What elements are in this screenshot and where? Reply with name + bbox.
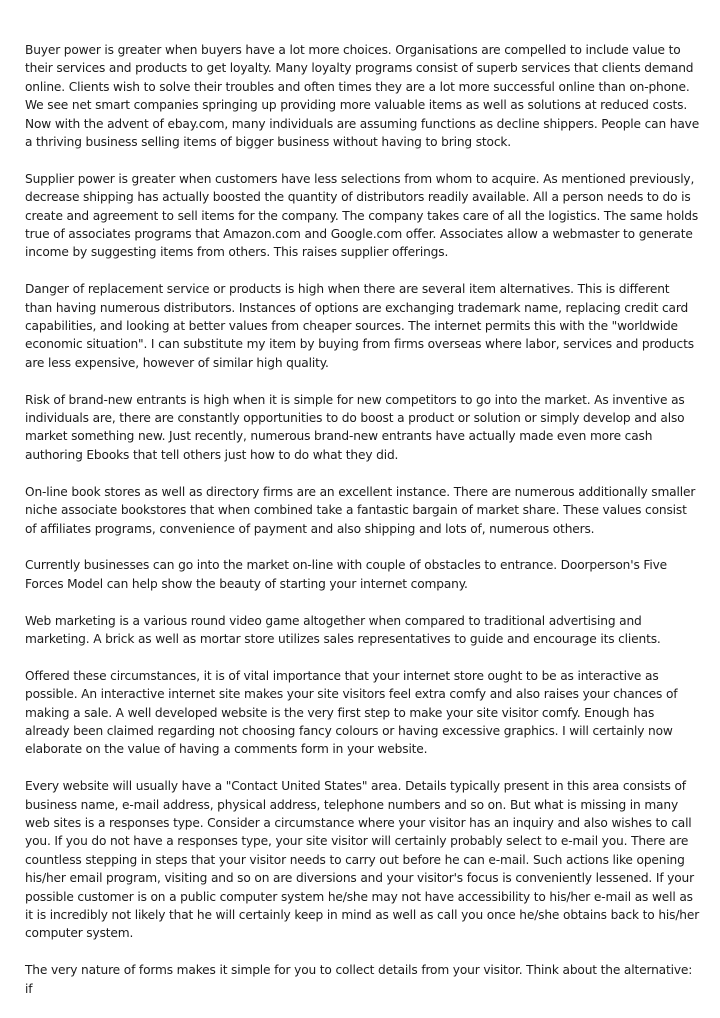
paragraph-forms: The very nature of forms makes it simple for you to collect details from your visitor. Think about the alternative: if: [25, 963, 693, 996]
paragraph-five-forces: Currently businesses can go into the market on-line with couple of obstacles to entrance. Doorperson's Five Forces Model can help show the beauty of starting your internet company.: [25, 558, 668, 591]
paragraph-supplier-power: Supplier power is greater when customers have less selections from whom to acquire. As mentioned previously, decrease shipping has actually boosted the quantity of distributors readily available. All a person needs to do is create and agreement to sell items for the company. The company takes care of all the logistics. The same holds true of associates programs that Amazon.com and Google.com offer. Associates allow a webmaster to generate income by suggesting items from others. This raises supplier offerings.: [25, 171, 699, 260]
document-body: [25, 41, 700, 1016]
paragraph-new-entrants: Risk of brand-new entrants is high when it is simple for new competitors to go into the market. As inventive as individuals are, there are constantly opportunities to do boost a product or solution or simply develop and also market something new. Just recently, numerous brand-new entrants have actually made even more cash authoring Ebooks that tell others just how to do what they did.: [25, 392, 685, 462]
paragraph-buyer-power: Buyer power is greater when buyers have a lot more choices. Organisations are compelled to include value to their services and products to get loyalty. Many loyalty programs consist of superb services that clients demand online. Clients wish to solve their troubles and often times they are a lot more successful online than on-phone. We see net smart companies springing up providing more valuable items as well as solutions at reduced costs. Now with the advent of ebay.com, many individuals are assuming functions as decline shippers. People can have a thriving business selling items of bigger business without having to bring stock.: [25, 43, 700, 150]
paragraph-interactive-store: Offered these circumstances, it is of vital importance that your internet store ought to be as interactive as possible. An interactive internet site makes your site visitors feel extra comfy and also raises your chances of making a sale. A well developed website is the very first step to make your site visitor comfy. Enough has already been claimed regarding not choosing fancy colours or having excessive graphics. I will certainly now elaborate on the value of having a comments form in your website.: [25, 668, 678, 757]
paragraph-web-marketing: Web marketing is a various round video game altogether when compared to traditional advertising and marketing. A brick as well as mortar store utilizes sales representatives to guide and encourage its clients.: [25, 613, 661, 646]
paragraph-replacement-danger: Danger of replacement service or products is high when there are several item alternatives. This is different than having numerous distributors. Instances of options are exchanging trademark name, replacing credit card capabilities, and looking at better values from cheaper sources. The internet permits this with the "worldwide economic situation". I can substitute my item by buying from firms overseas where labor, services and products are less expensive, however of similar high quality.: [25, 282, 694, 370]
paragraph-contact-area: Every website will usually have a "Contact United States" area. Details typically present in this area consists of business name, e-mail address, physical address, telephone numbers and so on. But what is missing in many web sites is a responses type. Consider a circumstance where your visitor has an inquiry and also wishes to call you. If you do not have a responses type, your site visitor will certainly probably select to e-mail you. There are countless stepping in steps that your visitor needs to carry out before he can e-mail. Such actions like opening his/her email program, visiting and so on are diversions and your visitor's focus is conveniently lessened. If your possible customer is on a public computer system he/she may not have accessibility to his/her e-mail as well as it is incredibly not likely that he will certainly keep in mind as well as call you once he/she obtains back to his/her computer system.: [25, 779, 700, 941]
paragraph-book-stores: On-line book stores as well as directory firms are an excellent instance. There are numerous additionally smaller niche associate bookstores that when combined take a fantastic bargain of market share. These values consist of affiliates programs, convenience of payment and also shipping and lots of, numerous others.: [25, 484, 696, 536]
